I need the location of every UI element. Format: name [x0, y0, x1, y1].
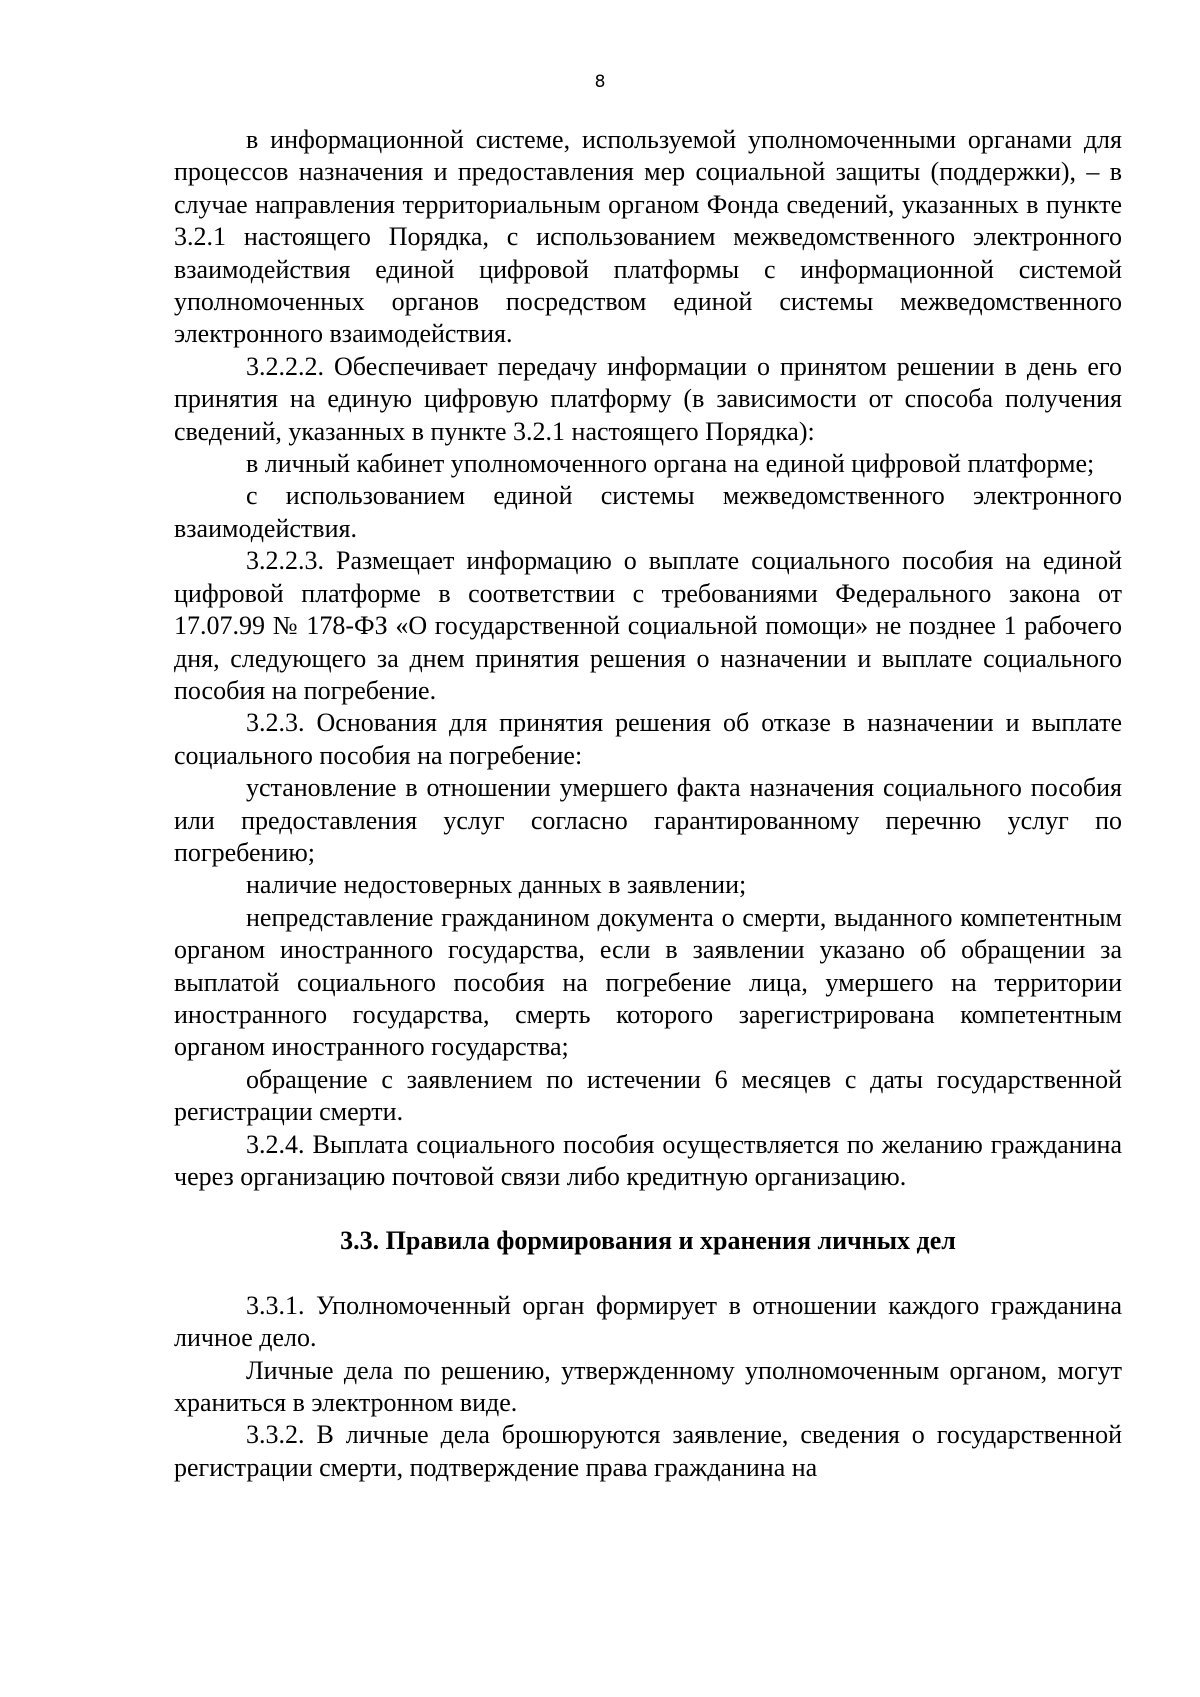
document-body — [174, 124, 1122, 1484]
paragraph-3-2-3: 3.2.3. Основания для принятия решения об отказе в назначении и выплате социального пособия на погребение: — [174, 708, 1122, 770]
paragraph-3-2-2-2: 3.2.2.2. Обеспечивает передачу информации о принятом решении в день его принятия на единую цифровую платформу (в зависимости от способа получения сведений, указанных в пункте 3.2.1 настоящего Порядка): — [174, 351, 1122, 446]
paragraph-3-2-2-3: 3.2.2.3. Размещает информацию о выплате социального пособия на единой цифровой платформе в соответствии с требованиями Федерального закона от 17.07.99 № 178-ФЗ «О государственной социальной помощи» не позднее 1 рабочего дня, следующего за днем принятия решения о назначении и выплате социального пособия на погребение. — [174, 546, 1122, 705]
section-heading: 3.3. Правила формирования и хранения личных дел — [340, 1226, 956, 1256]
paragraph-interagency-system: с использованием единой системы межведомственного электронного взаимодействия. — [174, 481, 1122, 543]
paragraph-ground-4: обращение с заявлением по истечении 6 месяцев с даты государственной регистрации смерти. — [174, 1064, 1122, 1127]
paragraph-electronic-storage: Личные дела по решению, утвержденному уполномоченным органом, могут храниться в электронном виде. — [174, 1355, 1122, 1418]
paragraph-3-3-1: 3.3.1. Уполномоченный орган формирует в отношении каждого гражданина личное дело. — [174, 1290, 1122, 1353]
paragraph-ground-2: наличие недостоверных данных в заявлении; — [246, 870, 747, 900]
paragraph-continuation: в информационной системе, используемой уполномоченными органами для процессов назначения и предоставления мер социальной защиты (поддержки), – в случае направления территориальным органом Фонда сведений, указанных в пункте 3.2.1 настоящего Порядка, с использованием межведомственного электронного взаимодействия единой цифровой платформы с информационной системой уполномоченных органов посредством единой системы межведомственного электронного взаимодействия. — [174, 125, 1122, 349]
paragraph-ground-1: установление в отношении умершего факта назначения социального пособия или предоставления услуг согласно гарантированному перечню услуг по погребению; — [174, 773, 1122, 867]
page-number: 8 — [594, 72, 606, 92]
paragraph-personal-cabinet: в личный кабинет уполномоченного органа на единой цифровой платформе; — [246, 449, 1095, 479]
paragraph-3-2-4: 3.2.4. Выплата социального пособия осуществляется по желанию гражданина через организацию почтовой связи либо кредитную организацию. — [174, 1129, 1122, 1191]
paragraph-ground-3: непредставление гражданином документа о смерти, выданного компетентным органом иностранного государства, если в заявлении указано об обращении за выплатой социального пособия на погребение лица, умершего на территории иностранного государства, смерть которого зарегистрирована компетентным органом иностранного государства; — [174, 902, 1122, 1062]
paragraph-3-3-2: 3.3.2. В личные дела брошюруются заявление, сведения о государственной регистрации смерти, подтверждение права гражданина на — [174, 1420, 1122, 1482]
